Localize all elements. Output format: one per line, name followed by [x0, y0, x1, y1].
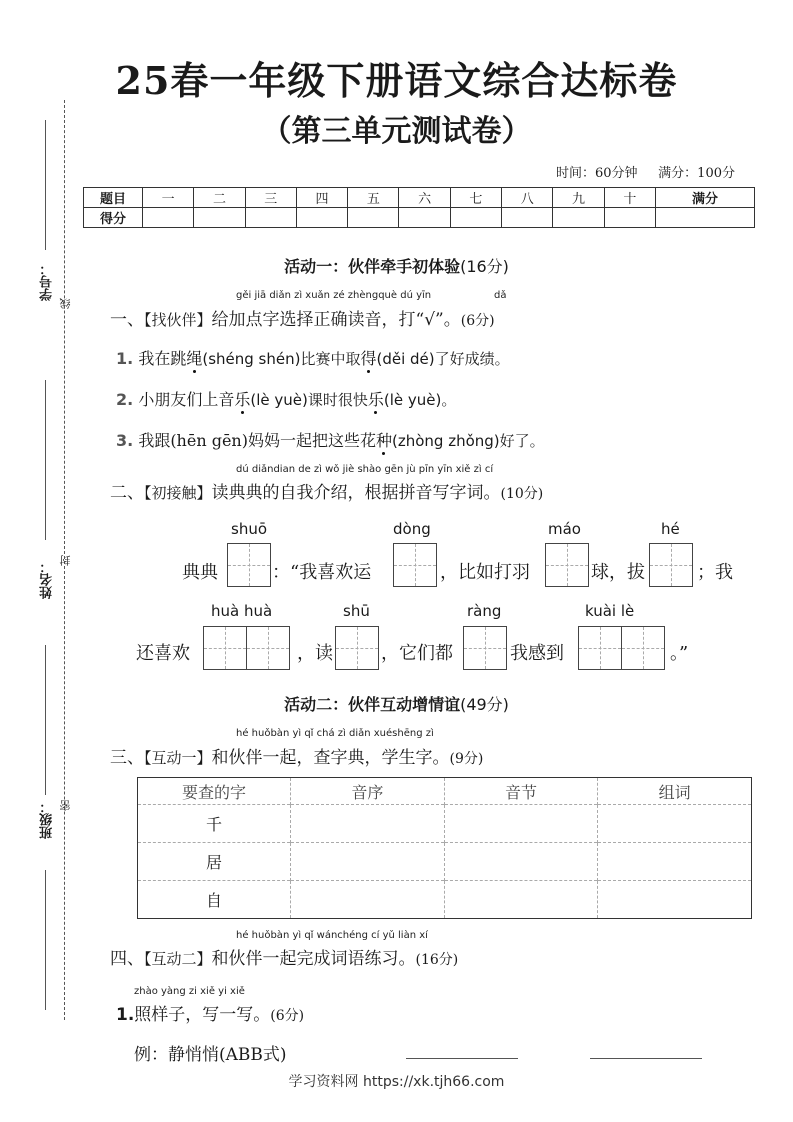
item-text[interactable]: (lè yuè)。 — [383, 391, 457, 409]
q2-py-kuaile: kuài lè — [585, 602, 635, 620]
side-xian-mark: 线 — [59, 298, 72, 309]
q1-pinyin: gěi jiā diǎn zì xuǎn zé zhèngquè dú yīn — [236, 290, 432, 301]
activity-one-heading — [0, 254, 793, 277]
score-cell[interactable] — [553, 208, 604, 228]
activity-one-points: (16分) — [460, 257, 509, 276]
q2-py-rang: ràng — [467, 602, 502, 620]
dotted-char: 绳 — [186, 349, 203, 368]
q2-text: ，它们都 — [381, 643, 453, 664]
q1-instruction: 给加点字选择正确读音，打“√”。 — [211, 310, 461, 330]
dotted-char: 得 — [360, 349, 377, 368]
lookup-answer-cell[interactable] — [444, 843, 598, 881]
q3-points: (9分) — [449, 751, 484, 767]
answer-grid-kuaile[interactable] — [578, 626, 664, 670]
score-cell[interactable] — [245, 208, 296, 228]
side-name-line-2 — [45, 380, 46, 540]
score-cell[interactable] — [450, 208, 501, 228]
q2-text: ，读 — [297, 643, 333, 664]
lookup-answer-cell[interactable] — [598, 805, 752, 843]
footer-watermark: 学习资料网 https://xk.tjh66.com — [288, 1074, 505, 1090]
name-label: 姓名： — [40, 560, 55, 599]
score-col: 一 — [143, 188, 194, 208]
page-subtitle: （第三单元测试卷） — [261, 114, 532, 149]
item-text: 小朋友们上音 — [138, 390, 235, 409]
q4-prefix: 四、 — [110, 949, 144, 969]
q3-heading — [110, 743, 483, 768]
q4-example: 例：静悄悄(ABB式) — [134, 1045, 287, 1065]
answer-grid-shuo[interactable] — [227, 543, 270, 587]
activity-one-title: 活动一：伙伴牵手初体验 — [284, 257, 461, 276]
item-text[interactable]: (zhòng zhǒng)好了。 — [392, 432, 545, 450]
answer-blank-1[interactable] — [406, 1058, 518, 1059]
score-table — [83, 187, 755, 228]
q2-py-he: hé — [661, 520, 680, 538]
dotted-char: 种 — [375, 431, 392, 450]
answer-grid-mao[interactable] — [545, 543, 588, 587]
q1-points: (6分) — [460, 313, 495, 329]
item-text: 我在跳 — [138, 349, 187, 368]
score-col: 四 — [296, 188, 347, 208]
lookup-answer-cell[interactable] — [444, 805, 598, 843]
dotted-char: 乐 — [367, 390, 384, 409]
q2-text: 典典 — [182, 562, 218, 583]
q1-pinyin-da: dǎ — [494, 290, 507, 301]
score-col: 五 — [348, 188, 399, 208]
q2-text: 球，拔 — [591, 562, 645, 583]
q2-tag: 【初接触】 — [144, 484, 212, 502]
activity-two-points: (49分) — [460, 695, 509, 714]
q4-points: (16分) — [415, 952, 459, 968]
q1-tag: 【找伙伴】 — [144, 311, 212, 329]
score-row-label: 题目 — [84, 188, 143, 208]
q4-sub1-pinyin: zhào yàng zi xiě yi xiě — [134, 986, 245, 997]
score-col: 七 — [450, 188, 501, 208]
score-table-header-row — [84, 188, 755, 208]
q2-py-huahua: huà huà — [211, 602, 273, 620]
item-text[interactable]: (lè yuè)课时很快 — [250, 391, 368, 409]
item-number: 3. — [116, 431, 134, 450]
full-score-label: 满分：100分 — [658, 166, 735, 181]
student-number-label: 学号： — [40, 262, 55, 301]
q1-item-1 — [116, 346, 510, 369]
item-text[interactable]: (děi dé)了好成绩。 — [376, 350, 510, 368]
q4-sub1-instruction: 照样子，写一写。 — [134, 1005, 271, 1025]
lookup-header-row — [138, 778, 752, 805]
q2-prefix: 二、 — [110, 483, 144, 503]
q3-tag: 【互动一】 — [144, 749, 212, 767]
lookup-char: 千 — [138, 805, 291, 843]
score-cell[interactable] — [399, 208, 450, 228]
score-table-score-row — [84, 208, 755, 228]
score-col: 三 — [245, 188, 296, 208]
lookup-answer-cell[interactable] — [291, 805, 445, 843]
score-col: 十 — [604, 188, 655, 208]
q2-py-dong: dòng — [393, 520, 431, 538]
activity-two-heading — [0, 692, 793, 715]
score-col: 八 — [502, 188, 553, 208]
item-number: 1. — [116, 349, 134, 368]
q2-points: (10分) — [500, 486, 544, 502]
q2-text: ，比如打羽 — [440, 562, 530, 583]
answer-grid-rang[interactable] — [463, 626, 506, 670]
side-feng-mark: 封 — [59, 555, 72, 566]
item-text[interactable]: 我跟(hēn gēn)妈妈一起把这些花 — [138, 431, 376, 450]
lookup-row — [138, 843, 752, 881]
answer-blank-2[interactable] — [590, 1058, 702, 1059]
activity-two-title: 活动二：伙伴互动增情谊 — [284, 695, 461, 714]
lookup-answer-cell[interactable] — [444, 881, 598, 919]
side-mi-mark: 密 — [59, 800, 72, 811]
class-label: 班级： — [40, 800, 55, 839]
score-cell[interactable] — [194, 208, 245, 228]
score-col: 九 — [553, 188, 604, 208]
q3-prefix: 三、 — [110, 748, 144, 768]
q2-text: 我感到 — [510, 643, 564, 664]
q2-pinyin: dú diǎndian de zì wǒ jiè shào gēn jù pīn yīn xiě zì cí — [236, 464, 494, 475]
q1-item-2 — [116, 387, 456, 410]
side-name-line-3 — [45, 645, 46, 795]
item-number: 2. — [116, 390, 134, 409]
lookup-answer-cell[interactable] — [598, 843, 752, 881]
q1-item-3 — [116, 428, 545, 451]
q2-py-mao: máo — [548, 520, 581, 538]
q2-py-shu: shū — [343, 602, 370, 620]
q4-pinyin: hé huǒbàn yì qǐ wánchéng cí yǔ liàn xí — [236, 930, 428, 941]
score-cell[interactable] — [296, 208, 347, 228]
side-name-line-4 — [45, 870, 46, 1010]
dotted-char: 乐 — [234, 390, 251, 409]
dictionary-lookup-table — [137, 777, 752, 919]
q4-sub1-points: (6分) — [270, 1008, 305, 1024]
lookup-header: 音序 — [291, 778, 445, 805]
lookup-char: 居 — [138, 843, 291, 881]
q3-instruction: 和伙伴一起，查字典，学生字。 — [211, 748, 450, 768]
score-row-label: 得分 — [84, 208, 143, 228]
score-col-total: 满分 — [655, 188, 754, 208]
q1-prefix: 一、 — [110, 310, 144, 330]
q3-pinyin: hé huǒbàn yì qǐ chá zì diǎn xuéshēng zì — [236, 728, 434, 739]
q4-heading — [110, 944, 458, 969]
q2-text: 。” — [670, 643, 689, 664]
answer-grid-he[interactable] — [649, 543, 692, 587]
q2-py-shuo: shuō — [231, 520, 268, 538]
answer-grid-dong[interactable] — [393, 543, 436, 587]
q2-instruction: 读典典的自我介绍，根据拼音写字词。 — [211, 483, 501, 503]
lookup-row — [138, 805, 752, 843]
lookup-header: 组词 — [598, 778, 752, 805]
exam-meta — [556, 162, 735, 181]
answer-grid-huahua[interactable] — [203, 626, 289, 670]
score-col: 二 — [194, 188, 245, 208]
q2-heading — [110, 478, 543, 503]
lookup-row — [138, 881, 752, 919]
time-label: 时间：60分钟 — [555, 166, 638, 181]
page-title: 25春一年级下册语文综合达标卷 — [115, 58, 678, 103]
q4-tag: 【互动二】 — [144, 950, 212, 968]
q4-instruction: 和伙伴一起完成词语练习。 — [211, 949, 416, 969]
q2-text: ：“我喜欢运 — [272, 562, 372, 583]
lookup-header: 要查的字 — [181, 782, 246, 802]
score-cell[interactable] — [348, 208, 399, 228]
item-text[interactable]: (shéng shén)比赛中取 — [202, 350, 361, 368]
answer-grid-shu[interactable] — [335, 626, 378, 670]
score-col: 六 — [399, 188, 450, 208]
q1-heading — [110, 305, 495, 330]
q4-sub1-heading — [116, 1000, 304, 1025]
score-cell[interactable] — [655, 208, 754, 228]
score-cell[interactable] — [143, 208, 194, 228]
lookup-answer-cell[interactable] — [291, 881, 445, 919]
score-cell[interactable] — [604, 208, 655, 228]
q4-sub1-number: 1. — [116, 1005, 135, 1025]
q2-text: 还喜欢 — [136, 643, 190, 664]
lookup-answer-cell[interactable] — [598, 881, 752, 919]
lookup-char: 自 — [138, 881, 291, 919]
lookup-header: 音节 — [444, 778, 598, 805]
q2-text: ；我 — [697, 562, 733, 583]
score-cell[interactable] — [502, 208, 553, 228]
lookup-answer-cell[interactable] — [291, 843, 445, 881]
